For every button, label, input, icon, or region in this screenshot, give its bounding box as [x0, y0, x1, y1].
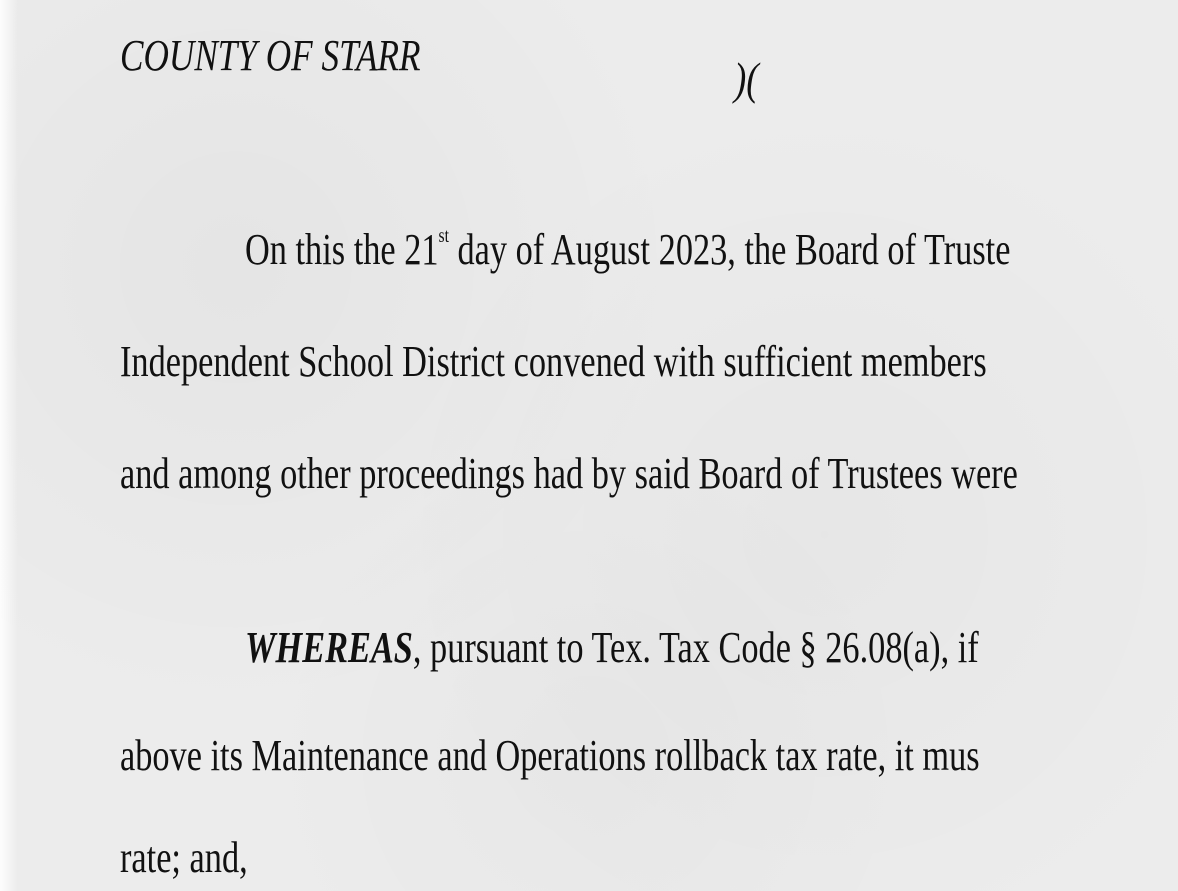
paragraph2-line2: above its Maintenance and Operations rollback tax rate, it mus	[120, 731, 980, 780]
paragraph1-line1-end: day of August 2023, the Board of Truste	[448, 225, 1011, 274]
section-mark: )(	[734, 53, 759, 104]
paragraph2-line1-rest: , pursuant to Tex. Tax Code § 26.08(a), if	[412, 623, 979, 672]
paragraph1-line3: and among other proceedings had by said Board of Trustees were	[120, 449, 1018, 498]
county-heading: COUNTY OF STARR	[120, 31, 421, 80]
paragraph1-line1-start: On this the 21	[245, 225, 439, 274]
ordinal-suffix: st	[438, 225, 449, 247]
paragraph1-line1	[245, 225, 1011, 274]
page-edge-shadow	[0, 0, 18, 891]
whereas-label: WHEREAS	[245, 623, 413, 672]
paragraph1-line2: Independent School District convened with sufficient members	[120, 337, 987, 386]
paragraph2-line1	[245, 623, 979, 672]
paragraph2-line3: rate; and,	[120, 833, 248, 882]
